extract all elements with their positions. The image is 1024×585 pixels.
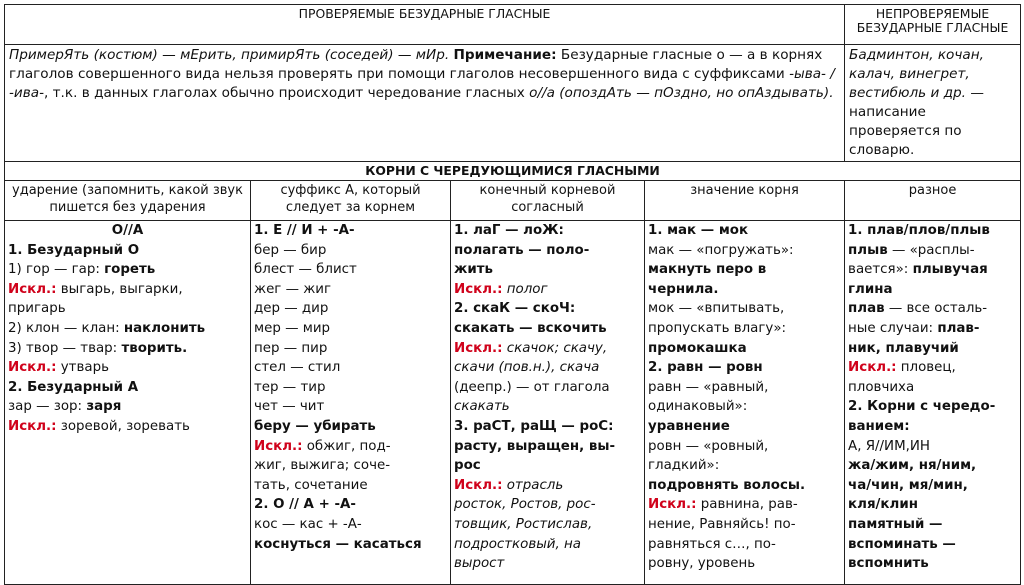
list-item: одинаковый»: [648,399,748,415]
list-item: тать, сочетание [254,477,368,493]
suffixes-text: -ыва- / -ива- [9,66,835,101]
exception-text: зоревой, зоревать [56,418,190,434]
list-item [8,280,247,300]
exception-label: Искл.: [454,477,503,493]
list-item: блест — блист [254,262,357,278]
list-item [848,358,1017,378]
list-item [848,299,1017,319]
list-item: промокашка [648,340,747,356]
list-item: дер — дир [254,301,329,317]
list-item: памятный — [848,516,943,532]
section-skak-skoch: 2. скаК — скоЧ: [454,301,576,317]
list-item: макнуть перо в [648,262,767,278]
list-item: полагать — поло- [454,242,590,258]
exception-text: скачок; скачу, [502,340,608,356]
exception-label: Искл.: [254,438,303,454]
example-primeryat: ПримерЯть (костюм) — мЕрить, примирЯть (соседей) — мИр. [9,47,450,63]
list-item: пловчиха [848,379,915,395]
uncheckable-vowels-text [845,45,1021,162]
column-consonant [451,221,645,585]
meaning-text: — «расплы- [887,242,975,258]
list-item: нение, Равняйсь! по- [648,516,796,532]
list-item: А, Я//ИМ,ИН [848,438,930,454]
root-klon: 2) клон — клан: [8,320,124,336]
exception-text: отрасль [502,477,564,493]
root-zar: зар — зор: [8,399,87,415]
exception-text: обжиг, под- [302,438,391,454]
list-item: товщик, Ростислав, [454,516,593,532]
exception-label: Искл.: [8,360,57,376]
list-item: пер — пир [254,340,328,356]
word-plavnik: плав- [937,320,980,336]
column-misc [845,221,1021,585]
section-rast-ros: 3. раСТ, раЩ — роС: [454,418,614,434]
list-item: стел — стил [254,360,341,376]
list-item [8,397,247,417]
section-o-a: 2. О // А + -А- [254,497,356,513]
meaning-text: — все осталь- [884,301,988,317]
list-item: мок — «впитывать, [648,301,785,317]
list-item [254,437,447,457]
list-item: ровну, уровень [648,556,756,572]
exception-label: Искл.: [648,497,697,513]
list-item: подростковый, на [454,536,581,552]
list-item [454,476,641,496]
section-alternating-roots: 2. Корни с чередо- [848,399,996,415]
exception-text: пловец, [896,360,956,376]
list-item: ровн — «ровный, [648,438,769,454]
list-item [848,319,1017,339]
column-stress [5,221,251,585]
list-item [848,260,1017,280]
list-item: скакать — вскочить [454,320,607,336]
example-beru: беру — убирать [254,418,376,434]
list-item: скачи (пов.н.), скача [454,360,600,376]
section-ravn-rovn: 2. равн — ровн [648,360,763,376]
list-item: расту, выращен, вы- [454,438,616,454]
alternation-text: о//а (опоздАть — пОздно, но опАздывать). [529,85,834,101]
root-tvor: 3) твор — твар: [8,340,122,356]
exception-label: Искл.: [454,340,503,356]
dictionary-rule: — написание проверяется по словарю. [849,85,984,158]
list-item [8,319,247,339]
column-header-suffix: суффикс А, который следует за корнем [251,181,451,221]
section-unstressed-o: 1. Безударный О [8,242,140,258]
root-plyv: плыв [848,242,888,258]
list-item: уравнение [648,418,730,434]
list-item: мак — «погружать»: [648,242,794,258]
uncheckable-vowels-header: НЕПРОВЕРЯЕМЫЕ БЕЗУДАРНЫЕ ГЛАСНЫЕ [845,5,1021,45]
section-lag-lozh: 1. лаГ — лоЖ: [454,223,564,238]
list-item: росток, Ростов, рос- [454,497,596,513]
root-gor: 1) гор — гар: [8,262,105,278]
list-item: гладкий»: [648,458,720,474]
section-e-i: 1. Е // И + -А- [254,223,355,238]
list-item [8,417,247,437]
list-item [848,241,1017,261]
list-item: пропускать влагу»: [648,320,787,336]
section-mak-mok: 1. мак — мок [648,223,749,238]
word-naklonit: наклонить [123,320,206,336]
exception-label: Искл.: [8,281,57,297]
list-item [8,339,247,359]
dictionary-words: Бадминтон, кочан, калач, винегрет, вестибюль и др. [849,47,984,101]
checkable-vowels-header: ПРОВЕРЯЕМЫЕ БЕЗУДАРНЫЕ ГЛАСНЫЕ [5,5,845,45]
list-item [8,260,247,280]
exception-label: Искл.: [848,360,897,376]
word-tvorit: творить. [121,340,188,356]
list-item: подровнять волосы. [648,477,806,493]
list-item: вспомнить [848,556,929,572]
list-item: ванием: [848,418,910,434]
meaning-text: вается»: [848,262,913,278]
section-unstressed-a: 2. Безударный А [8,379,139,395]
list-item: жег — жиг [254,281,332,297]
list-item [454,339,641,359]
meaning-text: ные случаи: [848,320,938,336]
list-item: тер — тир [254,379,326,395]
column-meaning [645,221,845,585]
list-item: вспоминать — [848,536,956,552]
list-item: кля/клин [848,497,918,513]
word-zarya: заря [86,399,122,415]
exception-text: равнина, рав- [696,497,798,513]
list-item [454,280,641,300]
list-item: кос — кас + -А- [254,516,362,532]
note-text-2: , т.к. в данных глаголах обычно происходит чередование гласных [44,85,525,101]
list-item: пригарь [8,301,66,317]
list-item [648,495,841,515]
list-item: вырост [454,556,505,572]
oa-title: О//А [111,223,144,238]
list-item: чернила. [648,281,719,297]
exception-text: полог [502,281,548,297]
exception-text: выгарь, выгарки, [56,281,183,297]
list-item: ник, плавучий [848,340,959,356]
checkable-vowels-text [5,45,845,162]
alternating-roots-header: КОРНИ С ЧЕРЕДУЮЩИМИСЯ ГЛАСНЫМИ [5,162,1021,181]
list-item: жиг, выжига; соче- [254,458,391,474]
note-text: Безударные гласные о — а в корнях глаголов совершенного вида нельзя проверять при помощи глаголов несовершенного вида с суффиксами [9,47,823,82]
list-item: мер — мир [254,320,331,336]
rules-table-page [4,4,1020,572]
section-plav: 1. плав/плов/плыв [848,223,990,238]
example-kosnutsya: коснуться — касаться [254,536,422,552]
exception-label: Искл.: [454,281,503,297]
vowels-rules-table [4,4,1021,585]
list-item: бер — бир [254,242,327,258]
list-item: жа/жим, ня/ним, [848,458,977,474]
exception-label: Искл.: [8,418,57,434]
list-item: равняться с…, по- [648,536,776,552]
column-header-stress: ударение (запомнить, какой звук пишется без ударения [5,181,251,221]
list-item: (деепр.) — от глагола [454,379,610,395]
list-item: равн — «равный, [648,379,769,395]
column-suffix [251,221,451,585]
list-item: скакать [454,399,510,415]
column-header-misc: разное [845,181,1021,221]
list-item: чет — чит [254,399,325,415]
list-item: рос [454,458,481,474]
word-plyvuchaya: плывучая [912,262,988,278]
column-header-meaning: значение корня [645,181,845,221]
column-header-consonant: конечный корневой согласный [451,181,645,221]
word-goret: гореть [104,262,156,278]
note-label: Примечание: [453,47,557,63]
list-item: жить [454,262,493,278]
list-item [8,358,247,378]
list-item: глина [848,281,893,297]
list-item: ча/чин, мя/мин, [848,477,968,493]
root-plav: плав [848,301,885,317]
exception-text: утварь [56,360,109,376]
